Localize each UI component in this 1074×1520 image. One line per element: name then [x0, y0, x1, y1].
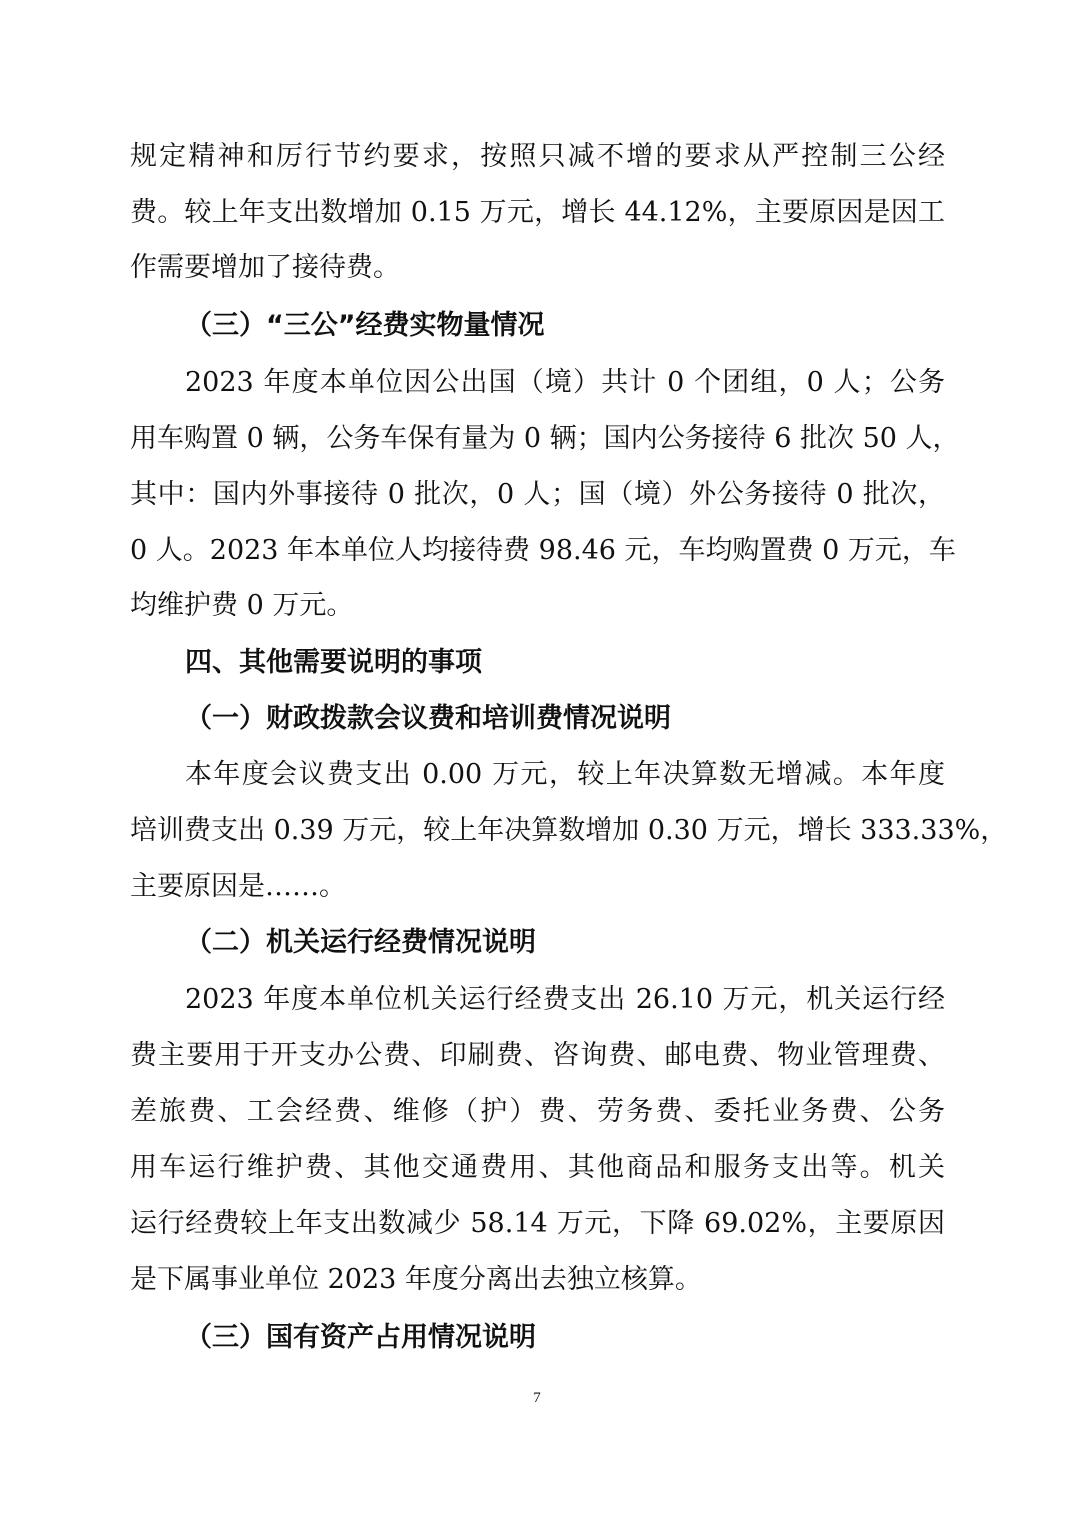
text-line: 2023 年度本单位机关运行经费支出 26.10 万元，机关运行经: [185, 984, 945, 1015]
text-line: 运行经费较上年支出数减少 58.14 万元，下降 69.02%，主要原因: [130, 1208, 945, 1239]
text-line: 用车购置 0 辆，公务车保有量为 0 辆；国内公务接待 6 批次 50 人，: [130, 423, 960, 454]
text-line: 其中：国内外事接待 0 批次，0 人；国（境）外公务接待 0 批次，: [130, 479, 945, 510]
page-number: 7: [533, 1390, 541, 1406]
text-line: 培训费支出 0.39 万元，较上年决算数增加 0.30 万元，增长 333.33%，: [130, 815, 1008, 846]
text-line: 2023 年度本单位因公出国（境）共计 0 个团组，0 人；公务: [185, 367, 945, 398]
text-line: 规定精神和厉行节约要求，按照只减不增的要求从严控制三公经: [130, 141, 945, 172]
text-line: 差旅费、工会经费、维修（护）费、劳务费、委托业务费、公务: [130, 1096, 945, 1127]
text-line: 用车运行维护费、其他交通费用、其他商品和服务支出等。机关: [130, 1152, 945, 1183]
text-line: 主要原因是……。: [130, 871, 346, 902]
text-line: 均维护费 0 万元。: [130, 590, 354, 621]
text-line: 本年度会议费支出 0.00 万元，较上年决算数无增减。本年度: [185, 759, 945, 790]
section-heading: （一）财政拨款会议费和培训费情况说明: [185, 703, 671, 734]
text-line: 是下属事业单位 2023 年度分离出去独立核算。: [130, 1264, 702, 1295]
text-line: 费。较上年支出数增加 0.15 万元，增长 44.12%，主要原因是因工: [130, 197, 945, 228]
section-heading: （二）机关运行经费情况说明: [185, 927, 536, 958]
text-line: 作需要增加了接待费。: [130, 252, 400, 283]
section-heading: （三）“三公”经费实物量情况: [185, 310, 545, 341]
text-line: 费主要用于开支办公费、印刷费、咨询费、邮电费、物业管理费、: [130, 1040, 945, 1071]
section-heading: 四、其他需要说明的事项: [185, 647, 482, 678]
text-line: 0 人。2023 年本单位人均接待费 98.46 元，车均购置费 0 万元，车: [130, 535, 956, 566]
section-heading: （三）国有资产占用情况说明: [185, 1322, 536, 1353]
